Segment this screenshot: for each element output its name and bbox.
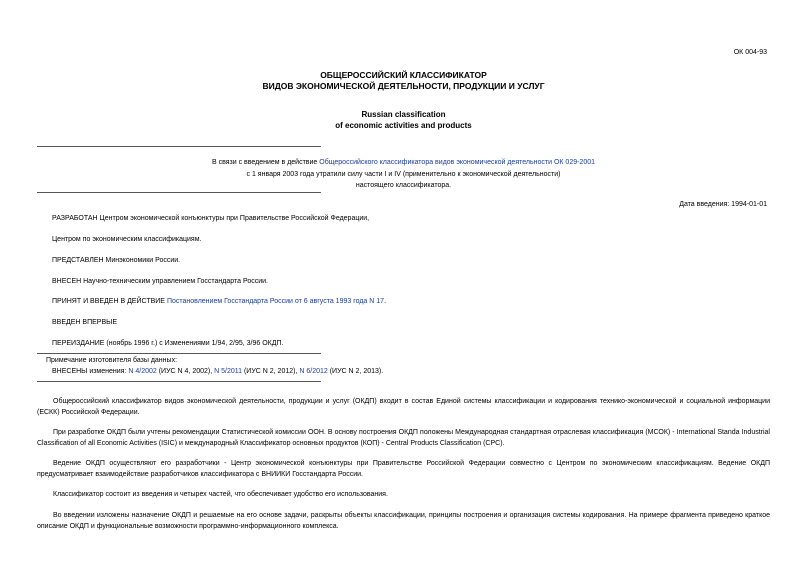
subtitle-line-1: Russian classification [361, 110, 446, 119]
document-subtitle [0, 109, 807, 131]
db-note-label: Примечание изготовителя базы данных: [46, 357, 178, 364]
title-line-1: ОБЩЕРОССИЙСКИЙ КЛАССИФИКАТОР [320, 70, 487, 80]
notice-line-3: настоящего классификатора. [355, 182, 452, 189]
amendment-link-5-2011[interactable]: N 5/2011 [214, 368, 243, 375]
reissue-info: ПЕРЕИЗДАНИЕ (ноябрь 1996 г.) с Изменениями 1/94, 2/95, 3/96 ОКДП. [52, 340, 284, 347]
amendments-list: ВНЕСЕНЫ изменения: N 4/2002 (ИУС N 4, 2002), N 5/2011 (ИУС N 2, 2012), N 6/2012 (ИУС N 2, 2013). [52, 368, 384, 375]
paragraph: Ведение ОКДП осуществляют его разработчики - Центр экономической конъюнктуры при Правительстве Российской Федерации совместно с Центром по экономическим классификациям. Ведение ОКДП предусматривает взаимодействие разработчиков классификатора с ВНИИКИ Госстандарта России. [37, 460, 770, 478]
adopted-by: ПРИНЯТ И ВВЕДЕН В ДЕЙСТВИЕ Постановлением Госстандарта России от 6 августа 1993 года N 17. [52, 298, 387, 305]
subtitle-line-2: of economic activities and products [335, 121, 472, 130]
document-title [0, 70, 807, 92]
developed-center: Центром по экономическим классификациям. [52, 236, 202, 243]
paragraph: Общероссийский классификатор видов экономической деятельности, продукции и услуг (ОКДП) входит в состав Единой системы классификации и кодирования технико-экономической и социальной информации (ЕСКК) Российской Федерации. [37, 398, 770, 416]
introduced-by: ВНЕСЕН Научно-техническим управлением Госстандарта России. [52, 278, 268, 285]
amendment-link-4-2002[interactable]: N 4/2002 [128, 368, 157, 375]
paragraph: Классификатор состоит из введения и четырех частей, что обеспечивает удобство его использования. [53, 491, 388, 498]
paragraph: Во введении изложены назначение ОКДП и решаемые на его основе задачи, раскрыты объекты классификации, принципы построения и организация системы кодирования. На примере фрагмента приведено краткое описание ОКДП и функциональные возможности программно-информационного комплекса. [37, 512, 770, 530]
divider-body [37, 381, 321, 382]
okved-link[interactable]: Общероссийского классификатора видов экономической деятельности ОК 029-2001 [319, 159, 596, 166]
supersession-notice [0, 157, 807, 192]
divider-notice [37, 192, 321, 193]
paragraph: При разработке ОКДП были учтены рекомендации Статистической комиссии ООН. В основу построения ОКДП положены Международная стандартная отраслевая классификация (МСОК) - International Standa Industrial Classification of all Economic Activities (ISIC) и международный Классификатор основных продуктов (КОП) - Central Products Classification (CPC). [37, 429, 770, 447]
presented-by: ПРЕДСТАВЛЕН Минэкономики России. [52, 257, 181, 264]
document-code: ОК 004-93 [733, 49, 767, 56]
divider-note [37, 353, 321, 354]
first-introduced: ВВЕДЕН ВПЕРВЫЕ [52, 319, 117, 326]
notice-line-2: с 1 января 2003 года утратили силу части I и IV (применительно к экономической деятельности) [246, 170, 561, 178]
gosstandart-decree-link[interactable]: Постановлением Госстандарта России от 6 августа 1993 года N 17 [166, 298, 385, 305]
divider-top [37, 146, 321, 147]
notice-line-1: В связи с введением в действие Общероссийского классификатора видов экономической деятельности ОК 029-2001 [211, 159, 596, 166]
amendment-link-6-2012[interactable]: N 6/2012 [299, 368, 328, 375]
title-line-2: ВИДОВ ЭКОНОМИЧЕСКОЙ ДЕЯТЕЛЬНОСТИ, ПРОДУКЦИИ И УСЛУГ [262, 81, 545, 91]
developed-by: РАЗРАБОТАН Центром экономической конъюнктуры при Правительстве Российской Федерации, [52, 215, 370, 222]
intro-date: Дата введения: 1994-01-01 [679, 201, 767, 208]
